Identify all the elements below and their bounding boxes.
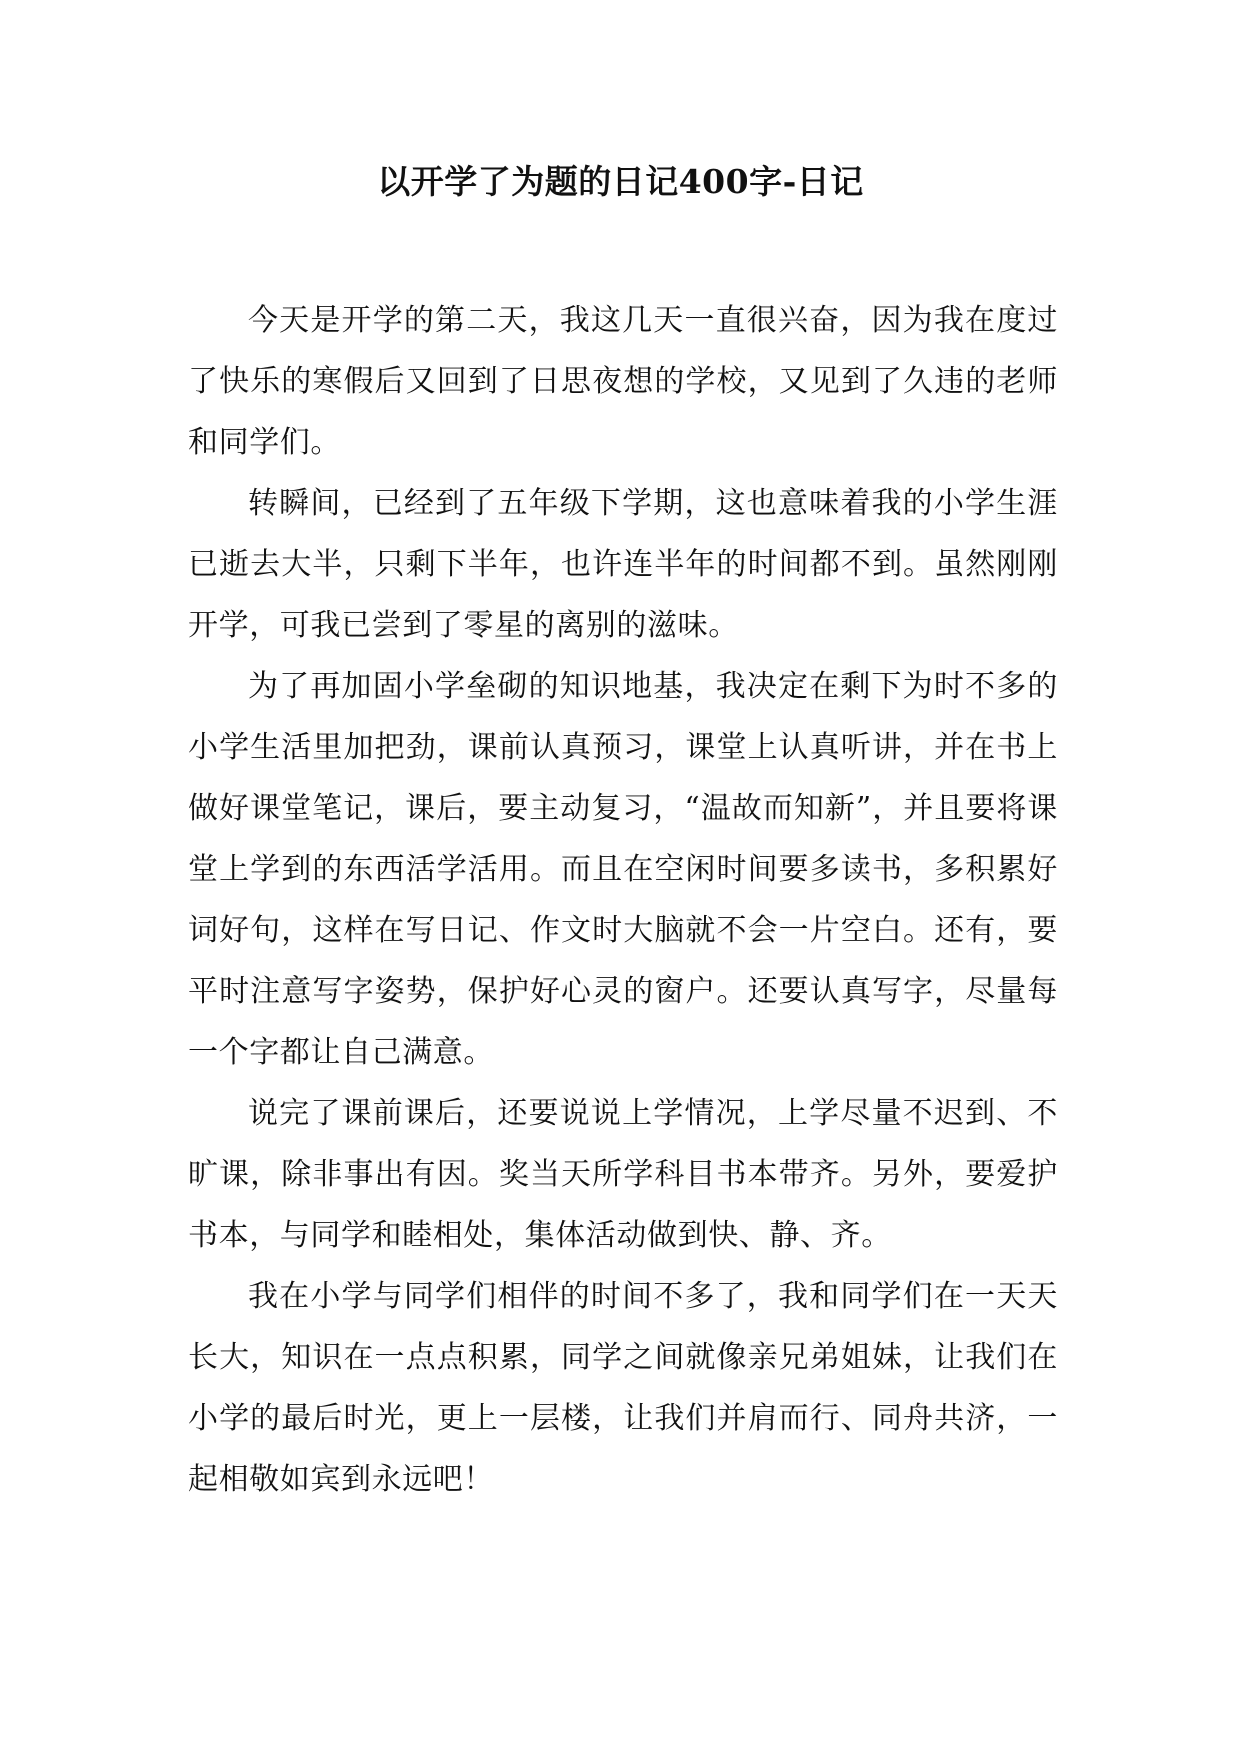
paragraph-3: 为了再加固小学垒砌的知识地基，我决定在剩下为时不多的小学生活里加把劲，课前认真预习，课堂上认真听讲，并在书上做好课堂笔记，课后，要主动复习，“温故而知新”，并且要将课堂上学到的东西活学活用。而且在空闲时间要多读书，多积累好词好句，这样在写日记、作文时大脑就不会一片空白。还有，要平时注意写字姿势，保护好心灵的窗户。还要认真写字，尽量每一个字都让自己满意。: [188, 669, 1058, 1070]
document-body: [188, 290, 1058, 1510]
paragraph-4: 说完了课前课后，还要说说上学情况，上学尽量不迟到、不旷课，除非事出有因。奖当天所学科目书本带齐。另外，要爱护书本，与同学和睦相处，集体活动做到快、静、齐。: [188, 1096, 1058, 1253]
paragraph-5: 我在小学与同学们相伴的时间不多了，我和同学们在一天天长大，知识在一点点积累，同学之间就像亲兄弟姐妹，让我们在小学的最后时光，更上一层楼，让我们并肩而行、同舟共济，一起相敬如宾到永远吧！: [188, 1279, 1058, 1497]
paragraph-2: 转瞬间，已经到了五年级下学期，这也意味着我的小学生涯已逝去大半，只剩下半年，也许连半年的时间都不到。虽然刚刚开学，可我已尝到了零星的离别的滋味。: [188, 486, 1058, 643]
document-title: 以开学了为题的日记400字-日记: [377, 162, 864, 201]
paragraph-1: 今天是开学的第二天，我这几天一直很兴奋，因为我在度过了快乐的寒假后又回到了日思夜想的学校，又见到了久违的老师和同学们。: [188, 303, 1058, 460]
